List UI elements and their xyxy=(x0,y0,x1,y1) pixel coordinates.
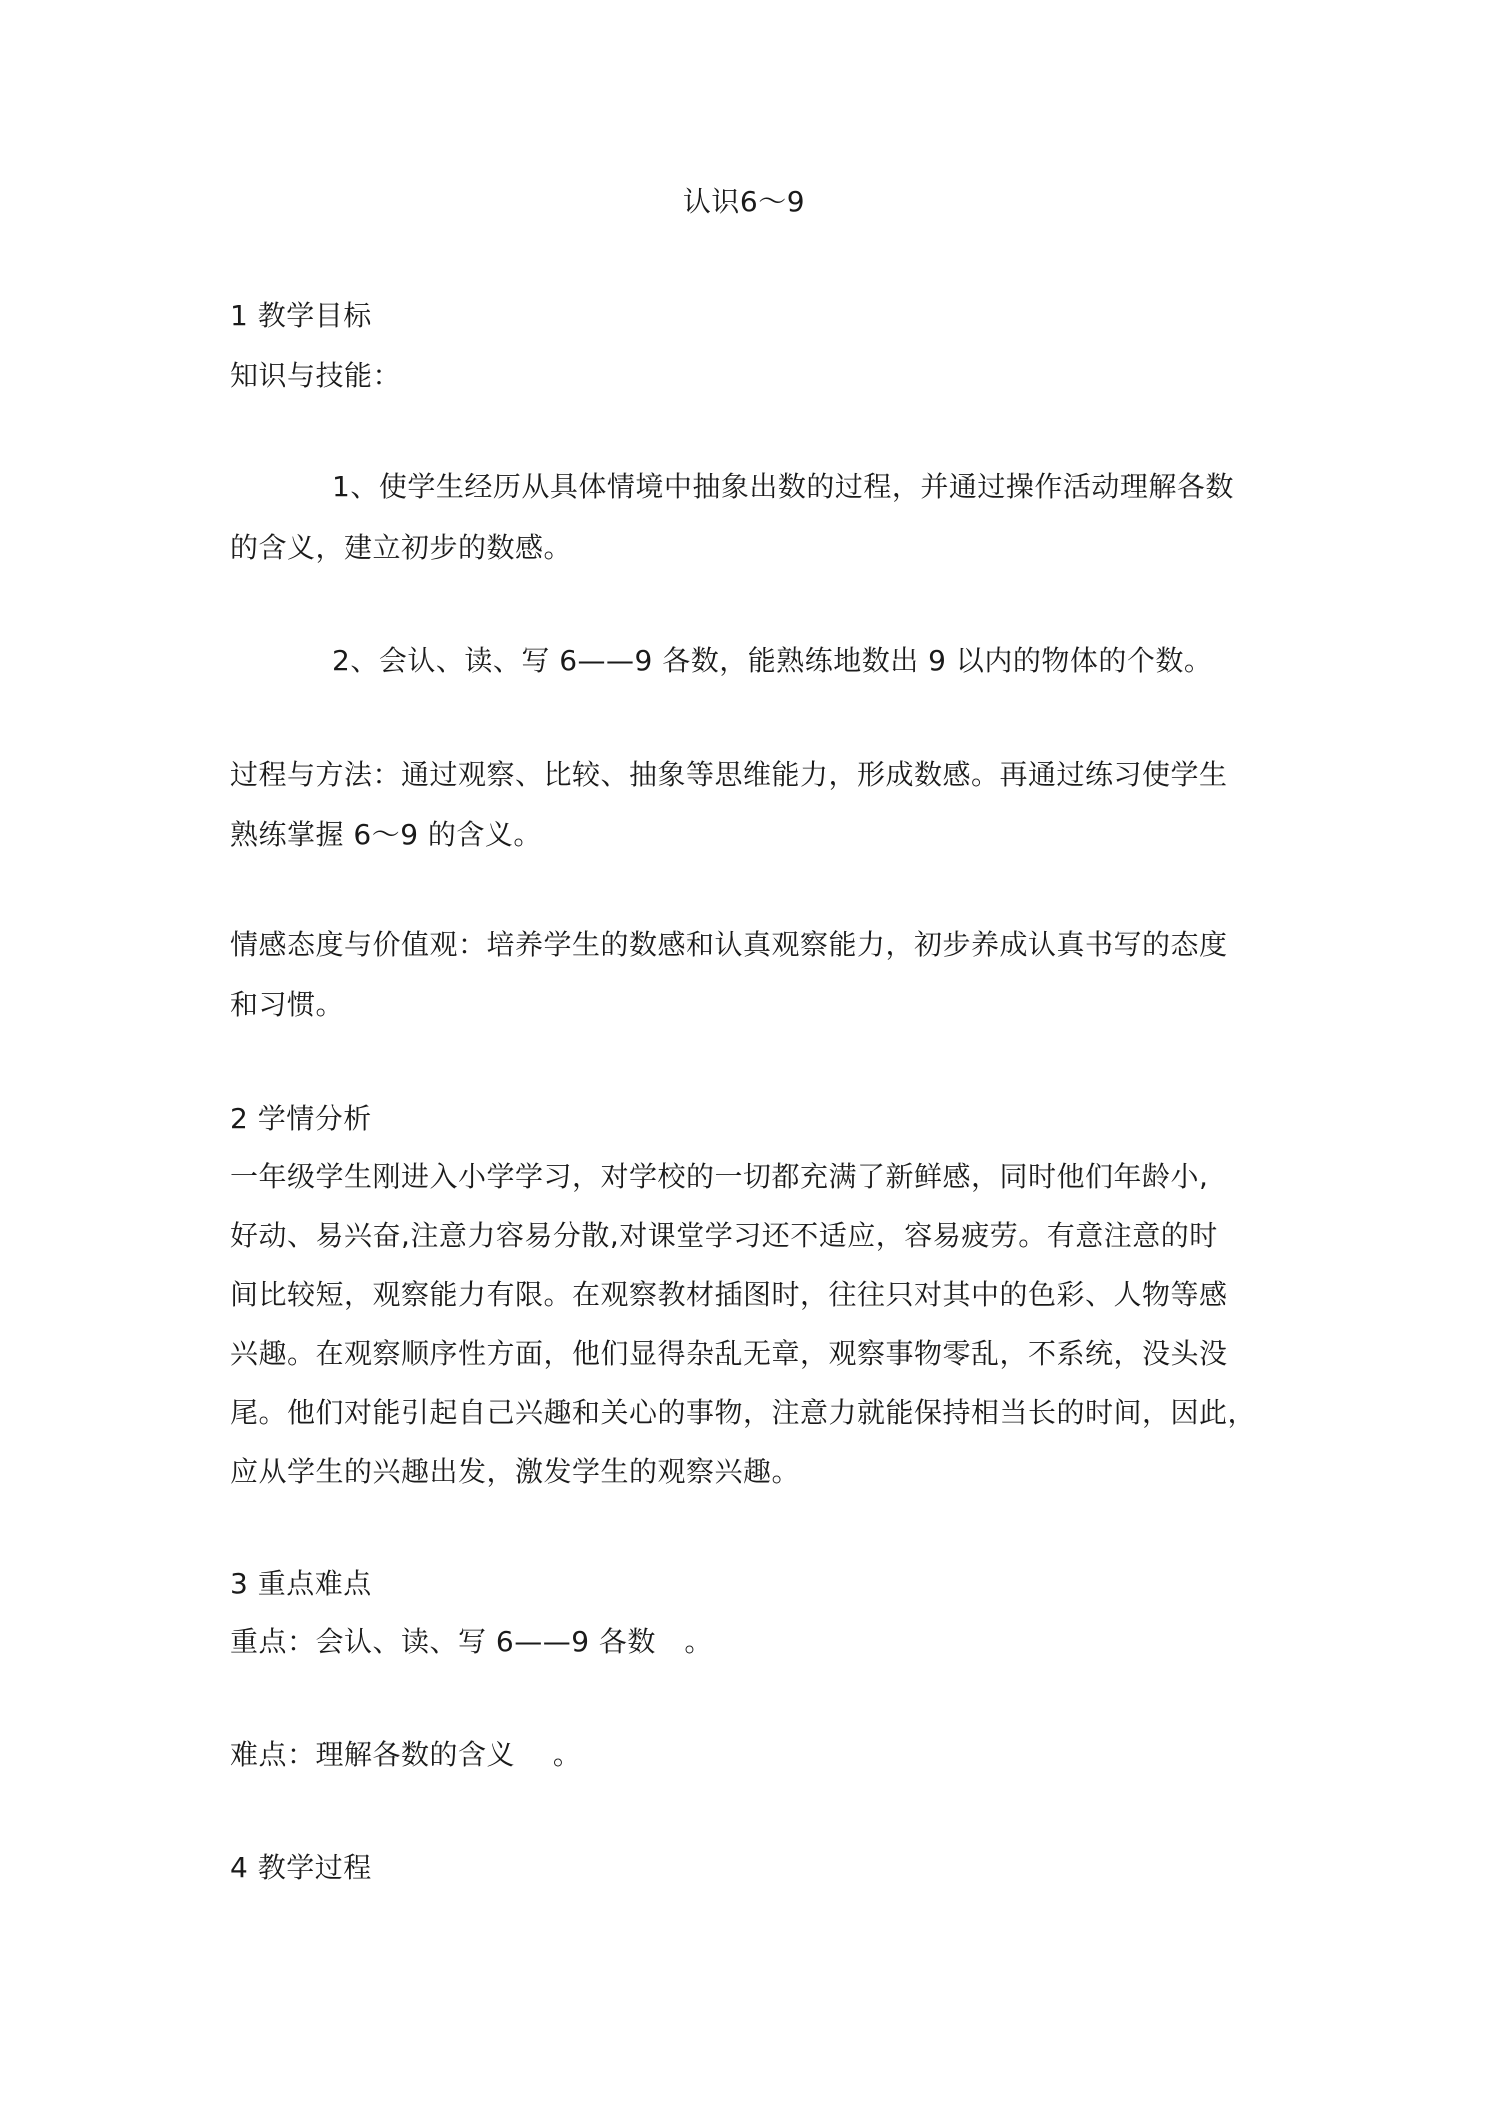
analysis-line-2: 好动、易兴奋,注意力容易分散,对课堂学习还不适应，容易疲劳。有意注意的时 xyxy=(230,1219,1218,1252)
emotion-values-line-2: 和习惯。 xyxy=(230,988,345,1021)
knowledge-skills-label: 知识与技能： xyxy=(230,359,402,392)
document-title: 认识6～9 xyxy=(682,185,806,218)
analysis-line-5: 尾。他们对能引起自己兴趣和关心的事物，注意力就能保持相当长的时间，因此， xyxy=(230,1396,1257,1429)
objective-item-2: 2、会认、读、写 6——9 各数，能熟练地数出 9 以内的物体的个数。 xyxy=(332,644,1213,677)
analysis-line-1: 一年级学生刚进入小学学习，对学校的一切都充满了新鲜感，同时他们年龄小, xyxy=(230,1160,1209,1193)
key-point: 重点：会认、读、写 6——9 各数 。 xyxy=(230,1625,713,1658)
section-4-heading: 4 教学过程 xyxy=(230,1851,372,1884)
analysis-line-4: 兴趣。在观察顺序性方面，他们显得杂乱无章，观察事物零乱，不系统，没头没 xyxy=(230,1337,1228,1370)
section-1-heading: 1 教学目标 xyxy=(230,299,372,332)
emotion-values-line-1: 情感态度与价值观：培养学生的数感和认真观察能力，初步养成认真书写的态度 xyxy=(230,928,1228,961)
analysis-line-3: 间比较短，观察能力有限。在观察教材插图时，往往只对其中的色彩、人物等感 xyxy=(230,1278,1228,1311)
section-3-heading: 3 重点难点 xyxy=(230,1567,372,1600)
difficulty-point: 难点：理解各数的含义 。 xyxy=(230,1738,582,1771)
objective-item-1-line-1: 1、使学生经历从具体情境中抽象出数的过程，并通过操作活动理解各数 xyxy=(332,470,1234,503)
section-2-heading: 2 学情分析 xyxy=(230,1102,372,1135)
analysis-line-6: 应从学生的兴趣出发，激发学生的观察兴趣。 xyxy=(230,1455,801,1488)
objective-item-1-line-2: 的含义，建立初步的数感。 xyxy=(230,531,573,564)
process-methods-line-1: 过程与方法：通过观察、比较、抽象等思维能力，形成数感。再通过练习使学生 xyxy=(230,758,1228,791)
process-methods-line-2: 熟练掌握 6～9 的含义。 xyxy=(230,818,542,851)
